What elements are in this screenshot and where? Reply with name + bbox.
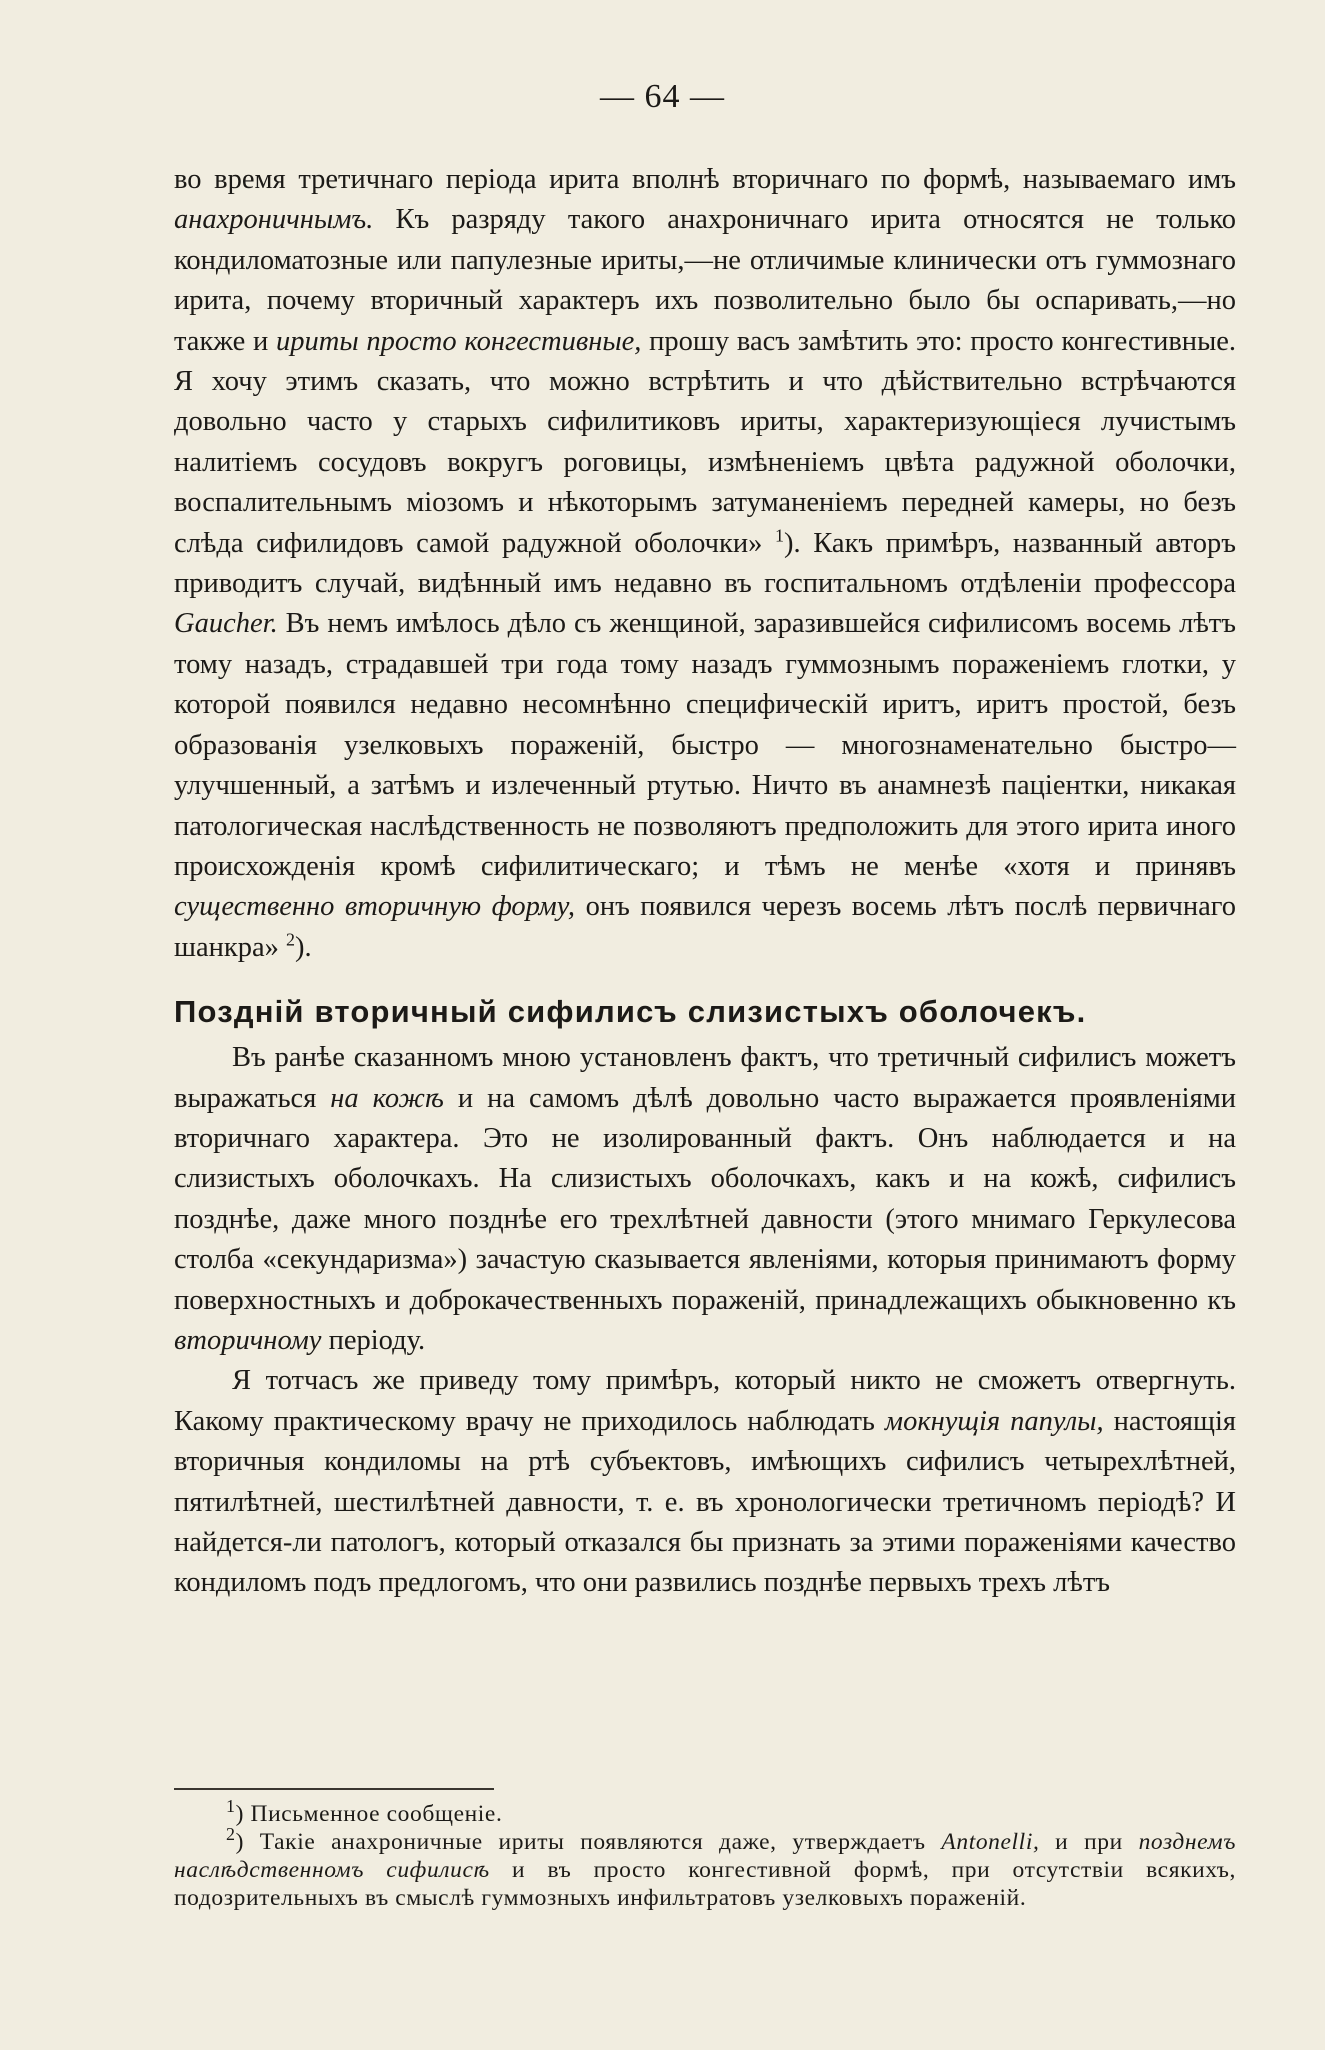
- page-number: — 64 —: [600, 78, 725, 115]
- paragraph-1: [174, 160, 1236, 968]
- footnote-divider: [174, 1788, 494, 1790]
- paragraph-3: [174, 1361, 1236, 1603]
- text-run: и при: [1039, 1829, 1139, 1855]
- footnotes: [174, 1796, 1236, 1912]
- emphasis: Antonelli,: [941, 1829, 1040, 1855]
- footnote-ref-1: 1: [775, 525, 785, 546]
- text-run: ).: [294, 931, 312, 963]
- text-run: во время третичнаго періода ирита вполнѣ вторичнаго по формѣ, называемаго имъ: [174, 164, 1236, 195]
- emphasis: позднемъ наслѣдственномъ сифилисѣ: [174, 1829, 1236, 1883]
- emphasis: вторичному: [174, 1324, 322, 1356]
- text-run: и въ просто конгестивной формѣ, при отсутствіи всякихъ, подозрительныхъ въ смыслѣ гуммозныхъ инфильтратовъ узелковыхъ пораженій.: [174, 1857, 1236, 1911]
- text-run: Въ немъ имѣлось дѣло съ женщиной, заразившейся сифилисомъ восемь лѣтъ тому назадъ, страдавшей три года тому назадъ гуммознымъ пораженіемъ глотки, у которой появился недавно несомнѣнно специфическій иритъ, иритъ простой, безъ образованія узелковыхъ пораженій, быстро — многознаменательно быстро—улучшенный, а затѣмъ и излеченный ртутью. Ничто въ анамнезѣ паціентки, никакая патологическая наслѣдственность не позволяютъ предположить для этого ирита иного происхожденія кромѣ сифилитическаго; и тѣмъ не менѣе «хотя и принявъ: [174, 608, 1236, 882]
- text-run: Въ ранѣе сказанномъ мною установленъ фактъ, что третичный сифилисъ можетъ выражаться: [174, 1042, 1236, 1114]
- paragraph-2: [174, 1038, 1236, 1361]
- emphasis: на кожѣ: [330, 1082, 444, 1114]
- footnote-1: [174, 1796, 1236, 1828]
- emphasis: анахроничнымъ.: [174, 204, 374, 236]
- footnote-mark: 1: [226, 1796, 236, 1817]
- text-run: прошу васъ замѣтить это: просто конгестивные. Я хочу этимъ сказать, что можно встрѣтить и что дѣйствительно встрѣчаются довольно часто у старыхъ сифилитиковъ ириты, характеризующіеся лучистымъ налитіемъ сосудовъ вокругъ роговицы, измѣненіемъ цвѣта радужной оболочки, воспалительнымъ міозомъ и нѣкоторымъ затуманеніемъ передней камеры, но безъ слѣда сифилидовъ самой радужной оболочки»: [174, 325, 1236, 559]
- main-text: [174, 160, 1236, 1604]
- text-run: онъ появился черезъ восемь лѣтъ послѣ первичнаго шанкра»: [174, 891, 1236, 963]
- footnote-ref-2: 2: [285, 929, 295, 950]
- text-run: ) Письменное сообщеніе.: [235, 1801, 503, 1827]
- emphasis: Gaucher.: [174, 608, 278, 640]
- footnote-2: [174, 1824, 1236, 1912]
- text-run: періоду.: [321, 1324, 426, 1356]
- emphasis: мокнущія папулы,: [884, 1405, 1104, 1437]
- emphasis: существенно вторичную форму,: [174, 891, 576, 923]
- footnote-mark: 2: [226, 1824, 236, 1845]
- text-run: Я тотчасъ же приведу тому примѣръ, который никто не сможетъ отвергнуть. Какому практическому врачу не приходилось наблюдать: [174, 1365, 1236, 1437]
- text-run: и на самомъ дѣлѣ довольно часто выражается проявленіями вторичнаго характера. Это не изолированный фактъ. Онъ наблюдается и на слизистыхъ оболочкахъ. На слизистыхъ оболочкахъ, какъ и на кожѣ, сифилисъ позднѣе, даже много позднѣе его трехлѣтней давности (этого мнимаго Геркулесова столба «секундаризма») зачастую сказывается явленіями, которыя принимаютъ форму поверхностныхъ и доброкачественныхъ пораженій, принадлежащихъ обыкновенно къ: [174, 1082, 1237, 1316]
- text-run: ) Такіе анахроничные ириты появляются даже, утверждаетъ: [235, 1829, 942, 1855]
- section-heading: Поздній вторичный сифилисъ слизистыхъ оболочекъ.: [174, 994, 1087, 1030]
- text-run: ). Какъ примѣръ, названный авторъ приводитъ случай, видѣнный имъ недавно въ госпитальномъ отдѣленіи профессора: [174, 527, 1236, 600]
- text-run: Къ разряду такого анахроничнаго ирита относятся не только кондиломатозные или папулезные ириты,—не отличимые клинически отъ гуммознаго ирита, почему вторичный характеръ ихъ позволительно было бы оспаривать,—но также и: [174, 204, 1236, 357]
- text-run: настоящія вторичныя кондиломы на ртѣ субъектовъ, имѣющихъ сифилисъ четырехлѣтней, пятилѣтней, шестилѣтней давности, т. е. въ хронологически третичномъ періодѣ? И найдется-ли патологъ, который отказался бы признать за этими пораженіями качество кондиломъ подъ предлогомъ, что они развились позднѣе первыхъ трехъ лѣтъ: [174, 1405, 1236, 1599]
- emphasis: ириты просто конгестивные,: [276, 325, 642, 357]
